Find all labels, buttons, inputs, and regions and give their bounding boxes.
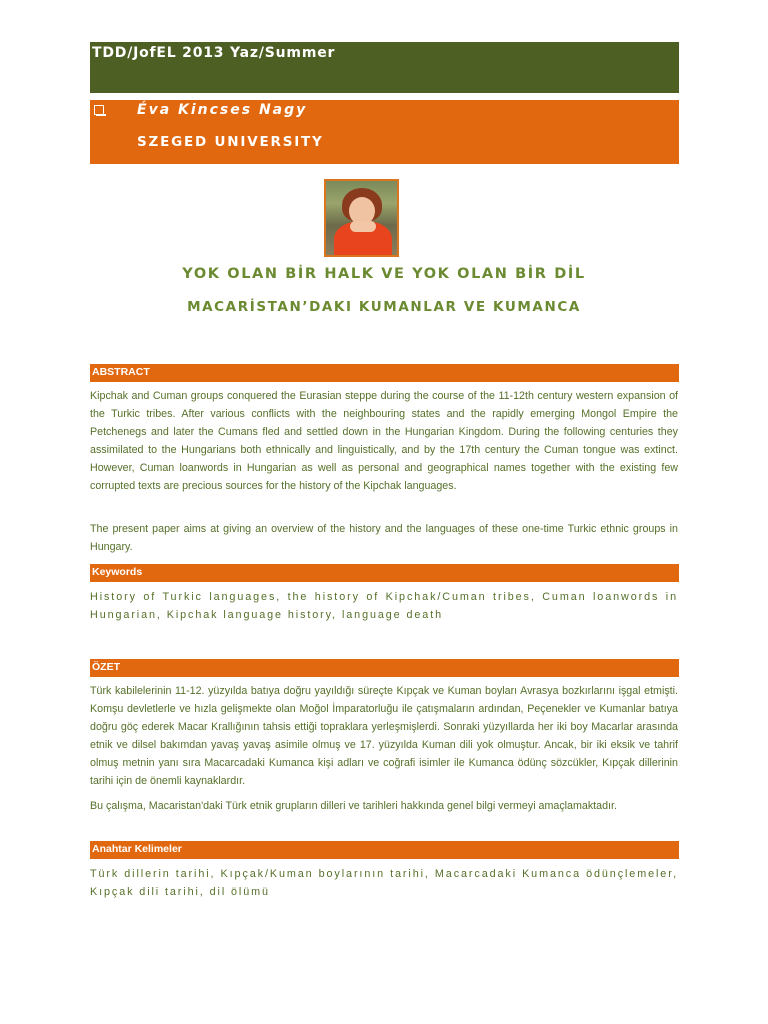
journal-title: TDD/JofEL 2013 Yaz/Summer	[92, 45, 336, 61]
abstract-paragraph-1: Kipchak and Cuman groups conquered the Eurasian steppe during the course of the 11-12th century western expansion of the Turkic tribes. After various conflicts with the neighbouring states and the rapidly emerging Mongol Empire the Petchenegs and later the Cumans fled and settled down in the Hungarian Kingdom. During the following centuries they assimilated to the Hungarians both ethnically and linguistically, and by the 17th century the Cuman tongue was extinct. However, Cuman loanwords in Hungarian as well as personal and geographical names together with the existing few corrupted texts are precious sources for the history of the Kipchak languages.	[90, 390, 678, 492]
anahtar-heading: Anahtar Kelimeler	[92, 843, 182, 855]
author-name: Éva Kincses Nagy	[137, 102, 308, 118]
abstract-paragraph-2: The present paper aims at giving an overview of the history and the languages of these one-time Turkic ethnic groups in Hungary.	[90, 523, 678, 553]
author-photo	[324, 179, 399, 257]
anahtar-text: Türk dillerin tarihi, Kıpçak/Kuman boylarının tarihi, Macarcadaki Kumanca ödünçlemeler, Kıpçak dili tarihi, dil ölümü	[90, 868, 678, 898]
ozet-paragraph-1: Türk kabilelerinin 11-12. yüzyılda batıya doğru yayıldığı süreçte Kıpçak ve Kuman boyları Avrasya bozkırlarını işgal etmişti. Komşu devletlerle ve hızla gelişmekte olan Moğol İmparatorluğu ile çatışmaların ardından, Peçenekler ve Kumanlar batıya doğru göç ederek Macar Krallığının tahsis ettiği topraklara yerleşmişlerdi. Sonraki yüzyıllarda her iki boy Macarlar arasında etnik ve dilsel bakımdan yavaş yavaş asimile olmuş ve 17. yüzyılda Kuman dili yok olmuştur. Ancak, bir iki eksik ve tahrif olmuş metnin yanı sıra Macarcadaki Kumanca kişi adları ve coğrafi isimler ile Kumanca ödünç sözcükler, Kıpçak dillerinin tarihi için de önemli kaynaklardır.	[90, 685, 678, 787]
abstract-heading: ABSTRACT	[92, 366, 150, 378]
keywords-heading-bar	[90, 564, 679, 582]
ozet-paragraph-2: Bu çalışma, Macaristan'daki Türk etnik grupların dilleri ve tarihleri hakkında genel bilgi vermeyi amaçlamaktadır.	[90, 800, 617, 812]
ozet-heading-bar	[90, 659, 679, 677]
keywords-heading: Keywords	[92, 566, 143, 578]
ozet-heading: ÖZET	[92, 661, 120, 673]
paper-title: YOK OLAN BİR HALK VE YOK OLAN BİR DİL	[182, 266, 586, 282]
keywords-text: History of Turkic languages, the history of Kipchak/Cuman tribes, Cuman loanwords in Hungarian, Kipchak language history, language death	[90, 591, 678, 621]
paper-subtitle: MACARİSTAN’DAKI KUMANLAR VE KUMANCA	[187, 299, 581, 315]
anahtar-heading-bar	[90, 841, 679, 859]
author-header-bar	[90, 100, 679, 164]
checkbox-bullet-icon	[94, 105, 104, 115]
author-affiliation: SZEGED UNIVERSITY	[137, 134, 324, 150]
journal-header-bar	[90, 42, 679, 93]
abstract-heading-bar	[90, 364, 679, 382]
